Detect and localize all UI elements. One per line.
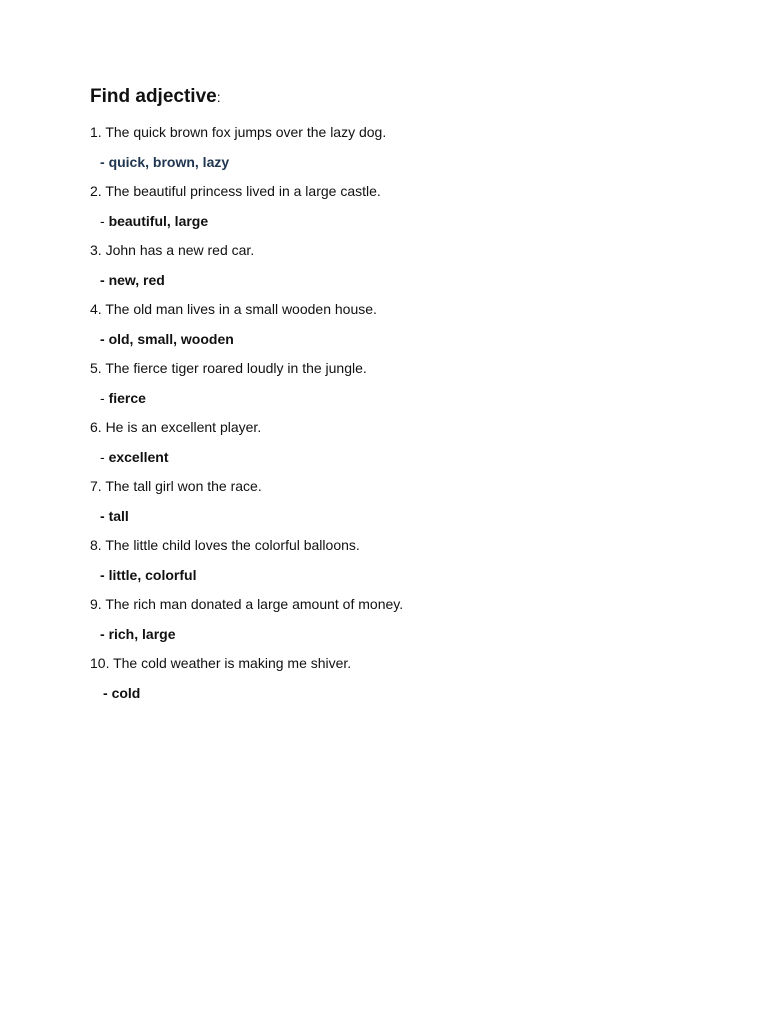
question-text: 3. John has a new red car. xyxy=(90,242,255,258)
answer-line xyxy=(90,443,690,473)
answer-text: quick, brown, lazy xyxy=(108,153,230,170)
list-item-8 xyxy=(90,531,690,590)
question-text: 4. The old man lives in a small wooden house. xyxy=(90,301,377,317)
answer-text: beautiful, large xyxy=(108,212,209,229)
question-text: 1. The quick brown fox jumps over the lazy dog. xyxy=(90,124,387,140)
worksheet-content xyxy=(90,84,690,708)
answer-dash: - xyxy=(100,389,109,406)
answer-line xyxy=(90,384,690,414)
heading-line xyxy=(90,84,690,110)
list-item-3 xyxy=(90,236,690,295)
answer-dash: - xyxy=(103,684,112,701)
list-item-2 xyxy=(90,177,690,236)
answer-line xyxy=(90,266,690,296)
answer-dash: - xyxy=(100,566,109,583)
answer-line xyxy=(90,620,690,650)
question-text: 7. The tall girl won the race. xyxy=(90,478,262,494)
answer-text: excellent xyxy=(108,448,169,465)
list-item-5 xyxy=(90,354,690,413)
page-title: Find adjective xyxy=(90,86,217,107)
answer-dash: - xyxy=(100,330,109,347)
answer-text: tall xyxy=(108,507,129,524)
answer-line xyxy=(90,561,690,591)
list-item-1 xyxy=(90,118,690,177)
answer-text: cold xyxy=(111,684,141,701)
list-item-4 xyxy=(90,295,690,354)
answer-line xyxy=(90,207,690,237)
list-item-6 xyxy=(90,413,690,472)
question-text: 8. The little child loves the colorful balloons. xyxy=(90,537,360,553)
answer-dash: - xyxy=(100,212,109,229)
question-text: 2. The beautiful princess lived in a large castle. xyxy=(90,183,381,199)
answer-text: old, small, wooden xyxy=(108,330,234,347)
answer-line xyxy=(90,325,690,355)
answer-dash: - xyxy=(100,153,109,170)
question-text: 5. The fierce tiger roared loudly in the jungle. xyxy=(90,360,367,376)
question-text: 6. He is an excellent player. xyxy=(90,419,262,435)
answer-text: little, colorful xyxy=(108,566,197,583)
question-text: 9. The rich man donated a large amount of money. xyxy=(90,596,404,612)
answer-line xyxy=(90,148,690,178)
answer-text: rich, large xyxy=(108,625,176,642)
list-item-10 xyxy=(90,649,690,708)
answer-line xyxy=(90,679,690,709)
answer-text: new, red xyxy=(108,271,165,288)
answer-dash: - xyxy=(100,625,109,642)
answer-dash: - xyxy=(100,271,109,288)
title-colon: : xyxy=(216,89,221,105)
answer-dash: - xyxy=(100,507,109,524)
question-text: 10. The cold weather is making me shiver. xyxy=(90,655,352,671)
list-item-9 xyxy=(90,590,690,649)
list-item-7 xyxy=(90,472,690,531)
answer-dash: - xyxy=(100,448,109,465)
answer-text: fierce xyxy=(108,389,146,406)
answer-line xyxy=(90,502,690,532)
